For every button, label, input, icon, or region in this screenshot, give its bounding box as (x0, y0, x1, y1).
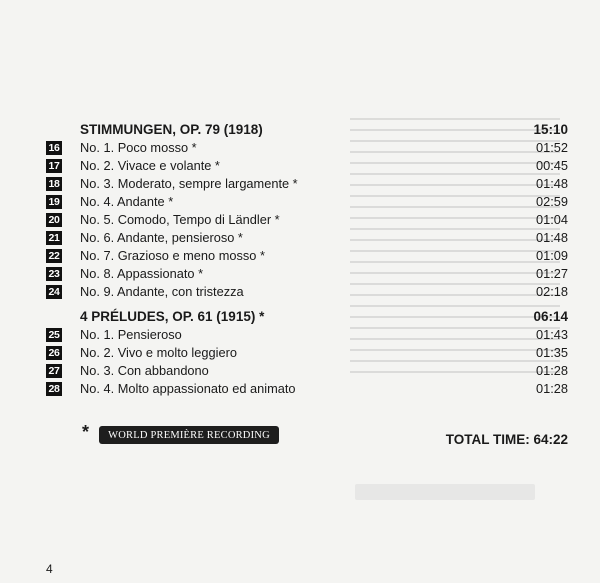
track-time: 01:28 (535, 381, 568, 396)
track-row (46, 283, 568, 301)
track-time: 01:52 (535, 140, 568, 155)
track-row (46, 344, 568, 362)
section-header (80, 120, 568, 139)
page-number: 4 (46, 562, 53, 576)
section-title: STIMMUNGEN, OP. 79 (1918) (80, 122, 263, 137)
track-number: 18 (46, 177, 62, 191)
section-preludes (46, 307, 568, 398)
track-title: No. 3. Moderato, sempre largamente * (80, 176, 298, 191)
track-title: No. 1. Poco mosso * (80, 140, 197, 155)
show-through-badge (355, 484, 535, 500)
track-time: 01:35 (535, 345, 568, 360)
section-stimmungen (46, 120, 568, 301)
track-number: 25 (46, 328, 62, 342)
track-title: No. 5. Comodo, Tempo di Ländler * (80, 212, 280, 227)
track-row (46, 157, 568, 175)
track-number: 17 (46, 159, 62, 173)
track-number: 19 (46, 195, 62, 209)
total-time: TOTAL TIME: 64:22 (445, 432, 568, 447)
track-row (46, 265, 568, 283)
section-total: 15:10 (533, 122, 568, 137)
track-number: 27 (46, 364, 62, 378)
track-time: 01:48 (535, 230, 568, 245)
track-time: 01:27 (535, 266, 568, 281)
world-premiere-badge (99, 426, 279, 444)
track-time: 01:28 (535, 363, 568, 378)
track-time: 00:45 (535, 158, 568, 173)
badge-label: WORLD PREMIÈRE RECORDING (108, 429, 270, 441)
track-title: No. 2. Vivace e volante * (80, 158, 220, 173)
track-number: 22 (46, 249, 62, 263)
track-row (46, 139, 568, 157)
track-row (46, 380, 568, 398)
track-time: 01:48 (535, 176, 568, 191)
track-number: 20 (46, 213, 62, 227)
track-time: 01:04 (535, 212, 568, 227)
track-title: No. 3. Con abbandono (80, 363, 209, 378)
track-title: No. 2. Vivo e molto leggiero (80, 345, 237, 360)
section-title: 4 PRÉLUDES, OP. 61 (1915) * (80, 309, 265, 324)
track-title: No. 7. Grazioso e meno mosso * (80, 248, 265, 263)
asterisk-note-icon: * (82, 422, 90, 442)
track-number: 16 (46, 141, 62, 155)
track-row (46, 193, 568, 211)
track-title: No. 4. Molto appassionato ed animato (80, 381, 296, 396)
track-time: 01:43 (535, 327, 568, 342)
track-row (46, 326, 568, 344)
track-number: 26 (46, 346, 62, 360)
track-time: 02:59 (535, 194, 568, 209)
track-row (46, 175, 568, 193)
track-number: 28 (46, 382, 62, 396)
track-time: 01:09 (535, 248, 568, 263)
track-row (46, 229, 568, 247)
track-title: No. 9. Andante, con tristezza (80, 284, 244, 299)
track-number: 21 (46, 231, 62, 245)
track-title: No. 8. Appassionato * (80, 266, 204, 281)
section-header (80, 307, 568, 326)
track-title: No. 4. Andante * (80, 194, 174, 209)
track-time: 02:18 (535, 284, 568, 299)
section-total: 06:14 (533, 309, 568, 324)
track-title: No. 1. Pensieroso (80, 327, 182, 342)
track-row (46, 247, 568, 265)
track-title: No. 6. Andante, pensieroso * (80, 230, 243, 245)
track-row (46, 362, 568, 380)
track-row (46, 211, 568, 229)
track-number: 24 (46, 285, 62, 299)
track-number: 23 (46, 267, 62, 281)
